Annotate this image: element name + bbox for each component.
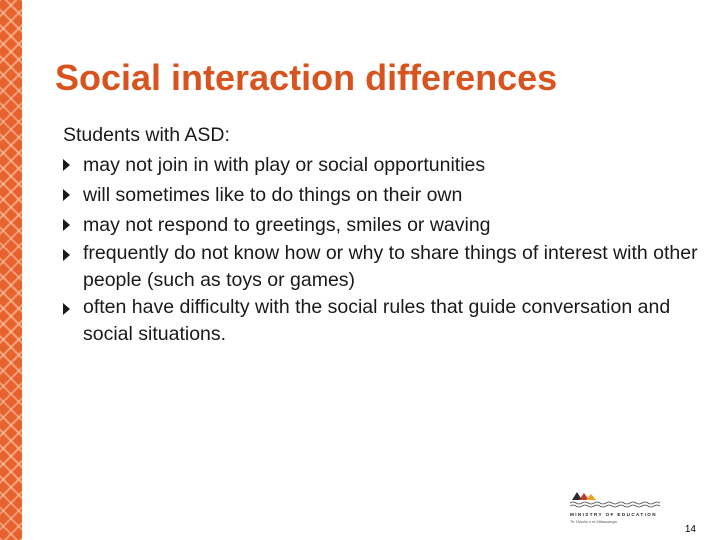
slide-content [63, 120, 703, 348]
ministry-logo [570, 492, 662, 528]
triangle-right-icon [63, 159, 70, 171]
bullet-text: frequently do not know how or why to share things of interest with other people (such as toys or games) [83, 242, 698, 291]
bullet-text: may not join in with play or social opportunities [83, 154, 486, 176]
bullet-item [63, 180, 703, 210]
logo-name-text: MINISTRY OF EDUCATION [570, 512, 657, 517]
bullet-item [63, 210, 703, 240]
intro-text: Students with ASD: [63, 124, 230, 146]
logo-tagline-text: Te Tāhuhu o te Mātauranga [570, 520, 617, 524]
bullet-text: will sometimes like to do things on their own [83, 184, 463, 206]
page-number: 14 [684, 524, 696, 535]
triangle-right-icon [63, 249, 70, 261]
bullet-text: may not respond to greetings, smiles or waving [83, 214, 491, 236]
triangle-right-icon [63, 303, 70, 315]
bullet-item [63, 150, 703, 180]
bullet-item [63, 240, 703, 294]
ministry-logo-graphic [570, 492, 662, 528]
bullet-list [63, 150, 703, 348]
bullet-text: often have difficulty with the social rules that guide conversation and social situations. [83, 296, 671, 345]
bullet-item [63, 294, 703, 348]
slide-title: Social interaction differences [55, 57, 558, 98]
triangle-right-icon [63, 189, 70, 201]
triangle-right-icon [63, 219, 70, 231]
decorative-side-band [0, 0, 22, 540]
